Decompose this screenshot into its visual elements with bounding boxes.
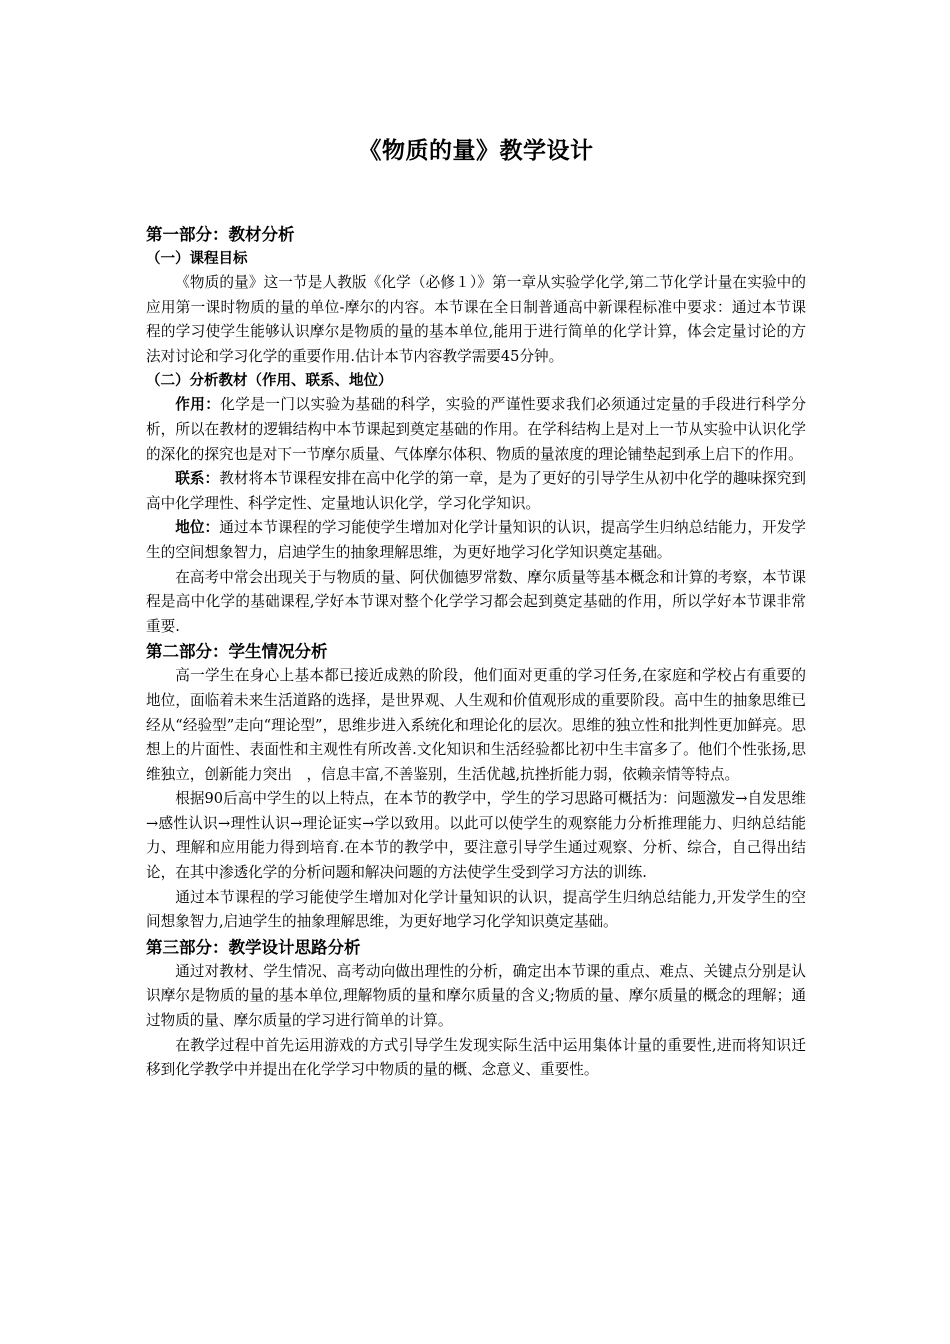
- role-label: 作用：: [175, 396, 221, 414]
- learning-path-paragraph: 根据90后高中学生的以上特点，在本节的教学中，学生的学习思路可概括为：问题激发→自发思维→感性认识→理性认识→理论证实→学以致用。以此可以使学生的观察能力分析推理能力、归纳总结能力、理解和应用能力得到培育.在本节的教学中，要注意引导学生通过观察、分析、综合，自己得出结论，在其中渗透化学的分析问题和解决问题的方法使学生受到学习方法的训练.: [146, 790, 806, 882]
- document-title: 《物质的量》教学设计: [358, 138, 594, 164]
- course-goal-paragraph: 《物质的量》这一节是人教版《化学（必修１）》第一章从实验学化学,第二节化学计量在实验中的应用第一课时物质的量的单位-摩尔的内容。本节课在全日制普通高中新课程标准中要求：通过本节课程的学习使学生能够认识摩尔是物质的量的基本单位,能用于进行简单的化学计算，体会定量讨论的方法对讨论和学习化学的重要作用.估计本节内容教学需要45分钟。: [146, 274, 806, 365]
- student-traits-paragraph: 高一学生在身心上基本都已接近成熟的阶段，他们面对更重的学习任务,在家庭和学校占有重要的地位，面临着未来生活道路的选择，是世界观、人生观和价值观形成的重要阶段。高中生的抽象思维已经从“经验型”走向“理论型”，思维步进入系统化和理论化的层次。思维的独立性和批判性更加鲜亮。思想上的片面性、表面性和主观性有所改善.文化知识和生活经验都比初中生丰富多了。他们个性张扬,思维独立，创新能力突出 ，信息丰富,不善鉴别，生活优越,抗挫折能力弱，依赖亲情等特点。: [146, 667, 806, 783]
- textbook-analysis-heading: （二）分析教材（作用、联系、地位）: [146, 373, 393, 390]
- role-text: 化学是一门以实验为基础的科学，实验的严谨性要求我们必须通过定量的手段进行科学分析，所以在教材的逻辑结构中本节课起到奠定基础的作用。在学科结构上是对上一节从实验中认识化学的深化的探究也是对下一节摩尔质量、气体摩尔体积、物质的量浓度的理论铺垫起到承上启下的作用。: [146, 396, 806, 463]
- link-paragraph: [146, 467, 806, 516]
- learning-goal-paragraph: 通过本节课程的学习能使学生增加对化学计量知识的认识，提高学生归纳总结能力,开发学生的空间想象智力,启迪学生的抽象理解思维，为更好地学习化学知识奠定基础。: [146, 888, 806, 931]
- document-body: [146, 222, 806, 1083]
- part1-heading: 第一部分：教材分析: [146, 225, 295, 244]
- link-text: 教材将本节课程安排在高中化学的第一章，是为了更好的引导学生从初中化学的趣味探究到高中化学理性、科学定性、定量地认识化学，学习化学知识。: [146, 470, 806, 512]
- status-text: 通过本节课程的学习能使学生增加对化学计量知识的认识，提高学生归纳总结能力，开发学生的空间想象智力，启迪学生的抽象理解思维，为更好地学习化学知识奠定基础。: [146, 519, 806, 561]
- link-label: 联系：: [175, 470, 220, 488]
- exam-paragraph: 在高考中常会出现关于与物质的量、阿伏伽德罗常数、摩尔质量等基本概念和计算的考察，本节课程是高中化学的基础课程,学好本节课对整个化学学习都会起到奠定基础的作用，所以学好本节课非常重要.: [146, 568, 806, 635]
- key-points-paragraph: 通过对教材、学生情况、高考动向做出理性的分析，确定出本节课的重点、难点、关键点分别是认识摩尔是物质的量的基本单位,理解物质的量和摩尔质量的含义;物质的量、摩尔质量的概念的理解；通过物质的量、摩尔质量的学习进行简单的计算。: [146, 962, 806, 1030]
- status-paragraph: [146, 516, 806, 565]
- role-paragraph: [146, 393, 806, 467]
- status-label: 地位：: [175, 519, 220, 537]
- course-goal-heading: （一）课程目标: [146, 251, 248, 267]
- teaching-process-paragraph: 在教学过程中首先运用游戏的方式引导学生发现实际生活中运用集体计量的重要性,进而将知识迁移到化学教学中并提出在化学学习中物质的量的概、念意义、重要性。: [146, 1036, 806, 1079]
- part2-heading: 第二部分：学生情况分析: [146, 642, 328, 662]
- part3-heading: 第三部分：教学设计思路分析: [146, 937, 361, 957]
